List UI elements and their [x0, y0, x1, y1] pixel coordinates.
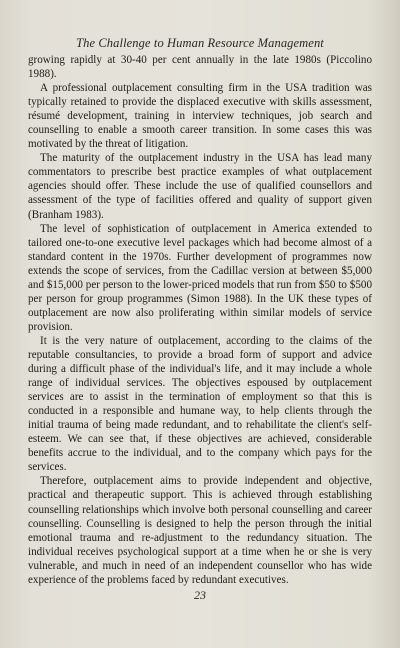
running-head: The Challenge to Human Resource Management: [76, 36, 324, 50]
paragraph-sophistication: The level of sophistication of outplacement in America extended to tailored one-to-one executive level packages which had become almost of a standard content in the 1970s. Further development of programmes now extends the scope of services, from the Cadillac version at between $5,000 and $15,000 per person to the lower-priced models that run from $50 to $500 per person for group programmes (Simon 1988). In the UK these types of outplacement are now also proliferating within similar models of service provision.: [28, 222, 372, 333]
paragraph-industry-maturity: The maturity of the outplacement industry in the USA has lead many commentators to prescribe best practice examples of what outplacement agencies should offer. These include the use of qualified counsellors and assessment of the type of facilities offered and quality of support given (Branham 1983).: [28, 152, 372, 221]
body-text: [28, 53, 372, 587]
paragraph-aims: Therefore, outplacement aims to provide independent and objective, practical and therapeutic support. This is achieved through establishing counselling relationships which involve both personal counselling and career counselling. Counselling is designed to help the person through the initial emotional trauma and re-adjustment to the redundancy situation. The individual receives psychological support at a time when he or she is very vulnerable, and much in need of an independent counsellor who has wide experience of the problems faced by redundant executives.: [28, 475, 372, 586]
paragraph-continuation: growing rapidly at 30-40 per cent annually in the late 1980s (Piccolino 1988).: [28, 54, 372, 81]
paragraph-outplacement-firm: A professional outplacement consulting firm in the USA tradition was typically retained to provide the displaced executive with skills assessment, résumé development, training in interview techniques, job search and counselling to enable a smooth career transition. In some cases this was motivated by the threat of litigation.: [28, 82, 372, 151]
page-number: 23: [194, 588, 206, 602]
paragraph-nature-of-outplacement: It is the very nature of outplacement, according to the claims of the reputable consultancies, to provide a broad form of support and advice during a difficult phase of the individual's life, and it may include a whole range of individual services. The objectives espoused by outplacement services are to assist in the termination of employment so that this is conducted in a responsible and humane way, to help clients through the initial trauma of being made redundant, and to rehabilitate the client's self-esteem. We can see that, if these objectives are achieved, considerable benefits accrue to the individual, and to the company which pays for the services.: [28, 334, 372, 474]
